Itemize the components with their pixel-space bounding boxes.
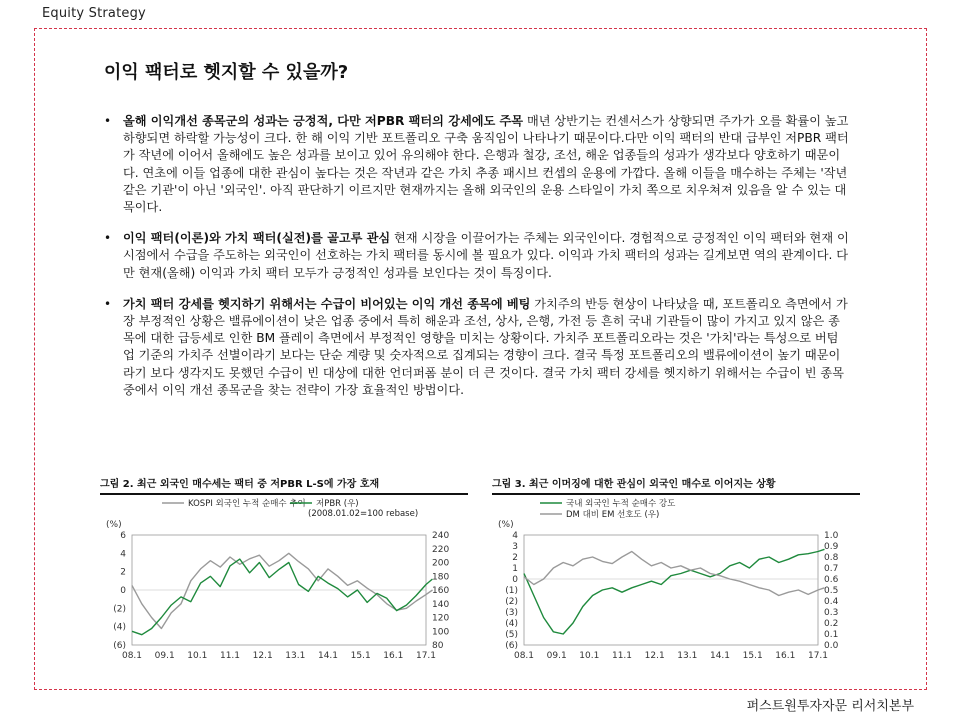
left-tick-label: (4) [505,619,518,629]
left-tick-label: (2) [113,604,126,615]
x-tick-label: 10.1 [579,651,600,661]
footer-label: 퍼스트원투자자문 리서치본부 [746,699,914,714]
right-tick-label: 140 [432,599,450,610]
bullet-body: 가치주의 반등 현상이 나타났을 때, 포트폴리오 측면에서 가장 부정적인 상황은 밸류에이션이 낮은 업종 중에서 특히 해운과 조선, 상사, 은행, 가전 등 흔히 국내 기관들이 많이 가지고 있지 않은 종목에 대한 급등세로 인한 BM 플레이 측면에서 부정적인 영향을 미치는 상황이다. 가치주 포트폴리오라는 것은 '가치'라는 특성으로 버텀업 기준의 가치주 선별이라기 보다는 단순 계량 및 숫자적으로 집계되는 경향이 크다. 결국 특정 포트폴리오의 밸류에이션이 높기 때문이라기 보다 생각지도 못했던 수급이 빈 대상에 대한 언더퍼폼 분이 더 큰 것이다. 결국 가치 팩터 강세를 헷지하기 위해서는 수급이 빈 종목 중에서 이익 개선 종목군을 찾는 전략이 가장 효율적인 방법이다. [123,296,848,397]
bullet-item [104,230,849,282]
bullet-lead: 올해 이익개선 종목군의 성과는 긍정적, 다만 저PBR 팩터의 강세에도 주목 [123,114,524,128]
right-tick-label: 200 [432,558,450,569]
left-tick-label: (6) [505,641,518,651]
left-tick-label: 4 [120,549,126,560]
right-tick-label: 0.9 [824,542,839,552]
legend-label: KOSPI 외국인 누적 순매수 추이 [188,499,306,509]
x-tick-label: 11.1 [611,651,633,661]
left-tick-label: 0 [512,575,518,585]
bullet-item [104,113,849,216]
bullet-lead: 이익 팩터(이론)와 가치 팩터(실전)를 골고루 관심 [123,231,391,246]
series-line-1 [524,552,825,596]
x-tick-label: 17.1 [415,651,437,661]
bullet-dot: • [104,296,112,311]
x-tick-label: 14.1 [317,651,339,661]
x-tick-label: 09.1 [546,651,567,661]
left-tick-label: (3) [505,608,518,618]
right-tick-label: 0.6 [824,575,839,585]
left-axis-unit: (%) [498,520,514,530]
series-line-0 [132,553,433,628]
bullet-text [123,113,849,216]
x-tick-label: 16.1 [775,651,796,661]
x-tick-label: 17.1 [807,651,829,661]
right-tick-label: 0.4 [824,597,839,607]
right-tick-label: 160 [432,586,450,596]
left-axis-unit: (%) [106,520,122,530]
right-tick-label: 0.2 [824,619,839,629]
x-tick-label: 16.1 [383,651,404,661]
x-tick-label: 12.1 [644,651,665,661]
left-tick-label: (6) [113,641,126,651]
bullet-item [104,296,849,399]
figure-3-chart [492,497,860,669]
legend-label: 저PBR (우) [316,499,359,509]
left-tick-label: (4) [113,622,126,633]
right-tick-label: 0.8 [824,553,839,563]
right-tick-label: 0.0 [824,641,839,651]
x-tick-label: 09.1 [154,651,175,661]
page-title: 이익 팩터로 헷지할 수 있을까? [104,62,349,83]
left-tick-label: 1 [512,564,518,574]
right-tick-label: 0.5 [824,586,839,596]
x-tick-label: 10.1 [187,651,208,661]
bullet-body: 현재 시장을 이끌어가는 주체는 외국인이다. 경험적으로 긍정적인 이익 팩터와 현재 이 시점에서 수급을 주도하는 외국인이 선호하는 가치 팩터를 동시에 볼 필요가 있다. 이익과 가치 팩터의 성과는 길게보면 역의 관계이다. 다만 현재(올해) 이익과 가치 팩터 모두가 긍정적인 성과를 보인다는 것이 특징이다. [123,231,849,280]
left-tick-label: (5) [505,630,518,640]
bullet-list [104,113,849,413]
x-tick-label: 11.1 [219,651,241,661]
right-tick-label: 0.7 [824,564,839,574]
right-tick-label: 100 [432,627,450,638]
left-tick-label: 4 [512,531,518,541]
left-tick-label: (1) [505,586,518,596]
x-tick-label: 15.1 [350,651,371,661]
x-tick-label: 14.1 [709,651,731,661]
bullet-dot: • [104,231,112,246]
right-tick-label: 0.3 [824,608,839,618]
figure-3-title: 그림 3. 최근 이머징에 대한 관심이 외국인 매수로 이어지는 상황 [492,479,776,490]
right-tick-label: 240 [432,531,450,541]
series-line-1 [132,559,433,635]
series-line-0 [524,549,825,634]
left-tick-label: 2 [512,553,518,563]
header-label: Equity Strategy [42,6,146,21]
figure-2-rule [100,493,468,495]
left-tick-label: 0 [120,586,126,596]
bullet-dot: • [104,114,112,128]
right-tick-label: 1.0 [824,531,839,541]
x-tick-label: 12.1 [252,651,273,661]
figure-2 [100,478,468,668]
right-tick-label: 0.1 [824,630,839,640]
legend-label: DM 대비 EM 선호도 (우) [566,510,660,520]
left-tick-label: 3 [512,542,518,552]
bullet-text [123,296,849,399]
right-tick-label: 220 [432,544,450,555]
legend-label: 국내 외국인 누적 순매수 강도 [566,499,676,509]
left-tick-label: 6 [120,531,126,541]
bullet-lead: 가치 팩터 강세를 헷지하기 위해서는 수급이 비어있는 이익 개선 종목에 베팅 [123,296,531,311]
chart-note: (2008.01.02=100 rebase) [308,509,419,519]
figure-2-chart [100,497,468,669]
x-tick-label: 13.1 [677,651,698,661]
figure-3 [492,478,860,668]
x-tick-label: 08.1 [513,651,535,661]
figure-2-title: 그림 2. 최근 외국인 매수세는 팩터 중 저PBR L-S에 가장 호재 [100,479,380,490]
left-tick-label: 2 [120,567,126,578]
right-tick-label: 120 [432,613,450,624]
x-tick-label: 08.1 [121,651,143,661]
x-tick-label: 15.1 [742,651,763,661]
right-tick-label: 80 [432,641,444,651]
right-tick-label: 180 [432,572,450,583]
figure-3-rule [492,493,860,495]
bullet-body: 매년 상반기는 컨센서스가 상향되면 주가가 오를 확률이 높고 하향되면 하락할 가능성이 크다. 한 해 이익 기반 포트폴리오 구축 움직임이 나타나기 때문이다.다만 이익 팩터의 반대 급부인 저PBR 팩터가 작년에 이어서 올해에도 높은 성과를 보이고 있어 유의해야 한다. 은행과 철강, 조선, 해운 업종들의 성과가 생각보다 양호하기 때문이다. 연초에 이들 업종에 대한 관심이 높다는 것은 작년과 같은 가치 추종 패시브 컨셉의 운용에 가깝다. 올해 이들을 매수하는 주체는 '작년같은 기관'이 아닌 '외국인'. 아직 판단하기 이르지만 현재까지는 올해 외국인의 운용 스타일이 가치 쪽으로 치우쳐져 있음을 알 수 있는 대목이다. [123,114,849,215]
left-tick-label: (2) [505,597,518,607]
x-tick-label: 13.1 [285,651,306,661]
bullet-text [123,230,849,282]
